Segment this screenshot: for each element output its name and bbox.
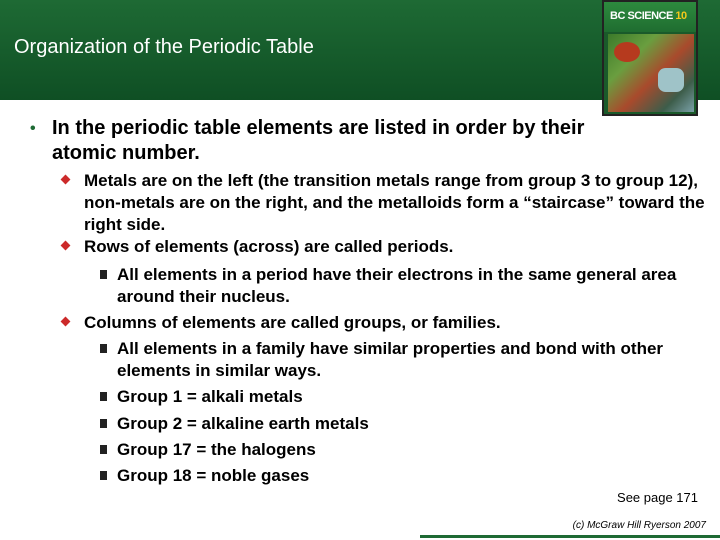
diamond-bullet-icon: [61, 175, 71, 185]
book-cover-leaf: [614, 42, 640, 62]
bullet-group2: Group 2 = alkaline earth metals: [98, 413, 708, 435]
bullet-rows: Rows of elements (across) are called periods.: [62, 236, 712, 258]
square-bullet-icon: [100, 445, 107, 454]
book-cover-crystal: [658, 68, 684, 92]
book-cover-title: BC SCIENCE 10: [610, 10, 687, 22]
diamond-bullet-icon: [61, 241, 71, 251]
bullet-group1: Group 1 = alkali metals: [98, 386, 708, 408]
bullet-columns: Columns of elements are called groups, or families.: [62, 312, 712, 334]
square-bullet-icon: [100, 270, 107, 279]
square-bullet-icon: [100, 344, 107, 353]
bullet-metals: Metals are on the left (the transition metals range from group 3 to group 12), non-metals are on the right, and the metalloids form a “staircase” toward the right side.: [62, 170, 712, 236]
square-bullet-icon: [100, 392, 107, 401]
bullet-dot-icon: •: [30, 120, 36, 137]
copyright-notice: (c) McGraw Hill Ryerson 2007: [572, 520, 706, 531]
bullet-columns-sub: All elements in a family have similar properties and bond with other elements in similar ways.: [98, 338, 708, 382]
square-bullet-icon: [100, 419, 107, 428]
footer-rule: [420, 535, 720, 538]
slide-title: Organization of the Periodic Table: [14, 36, 314, 58]
book-cover-image: [602, 0, 698, 116]
bullet-group18: Group 18 = noble gases: [98, 465, 708, 487]
square-bullet-icon: [100, 471, 107, 480]
bullet-main: • In the periodic table elements are listed in order by their atomic number.: [30, 117, 585, 164]
bullet-rows-sub: All elements in a period have their electrons in the same general area around their nucleus.: [98, 264, 708, 308]
bullet-group17: Group 17 = the halogens: [98, 439, 708, 461]
diamond-bullet-icon: [61, 317, 71, 327]
page-reference: See page 171: [617, 490, 698, 505]
